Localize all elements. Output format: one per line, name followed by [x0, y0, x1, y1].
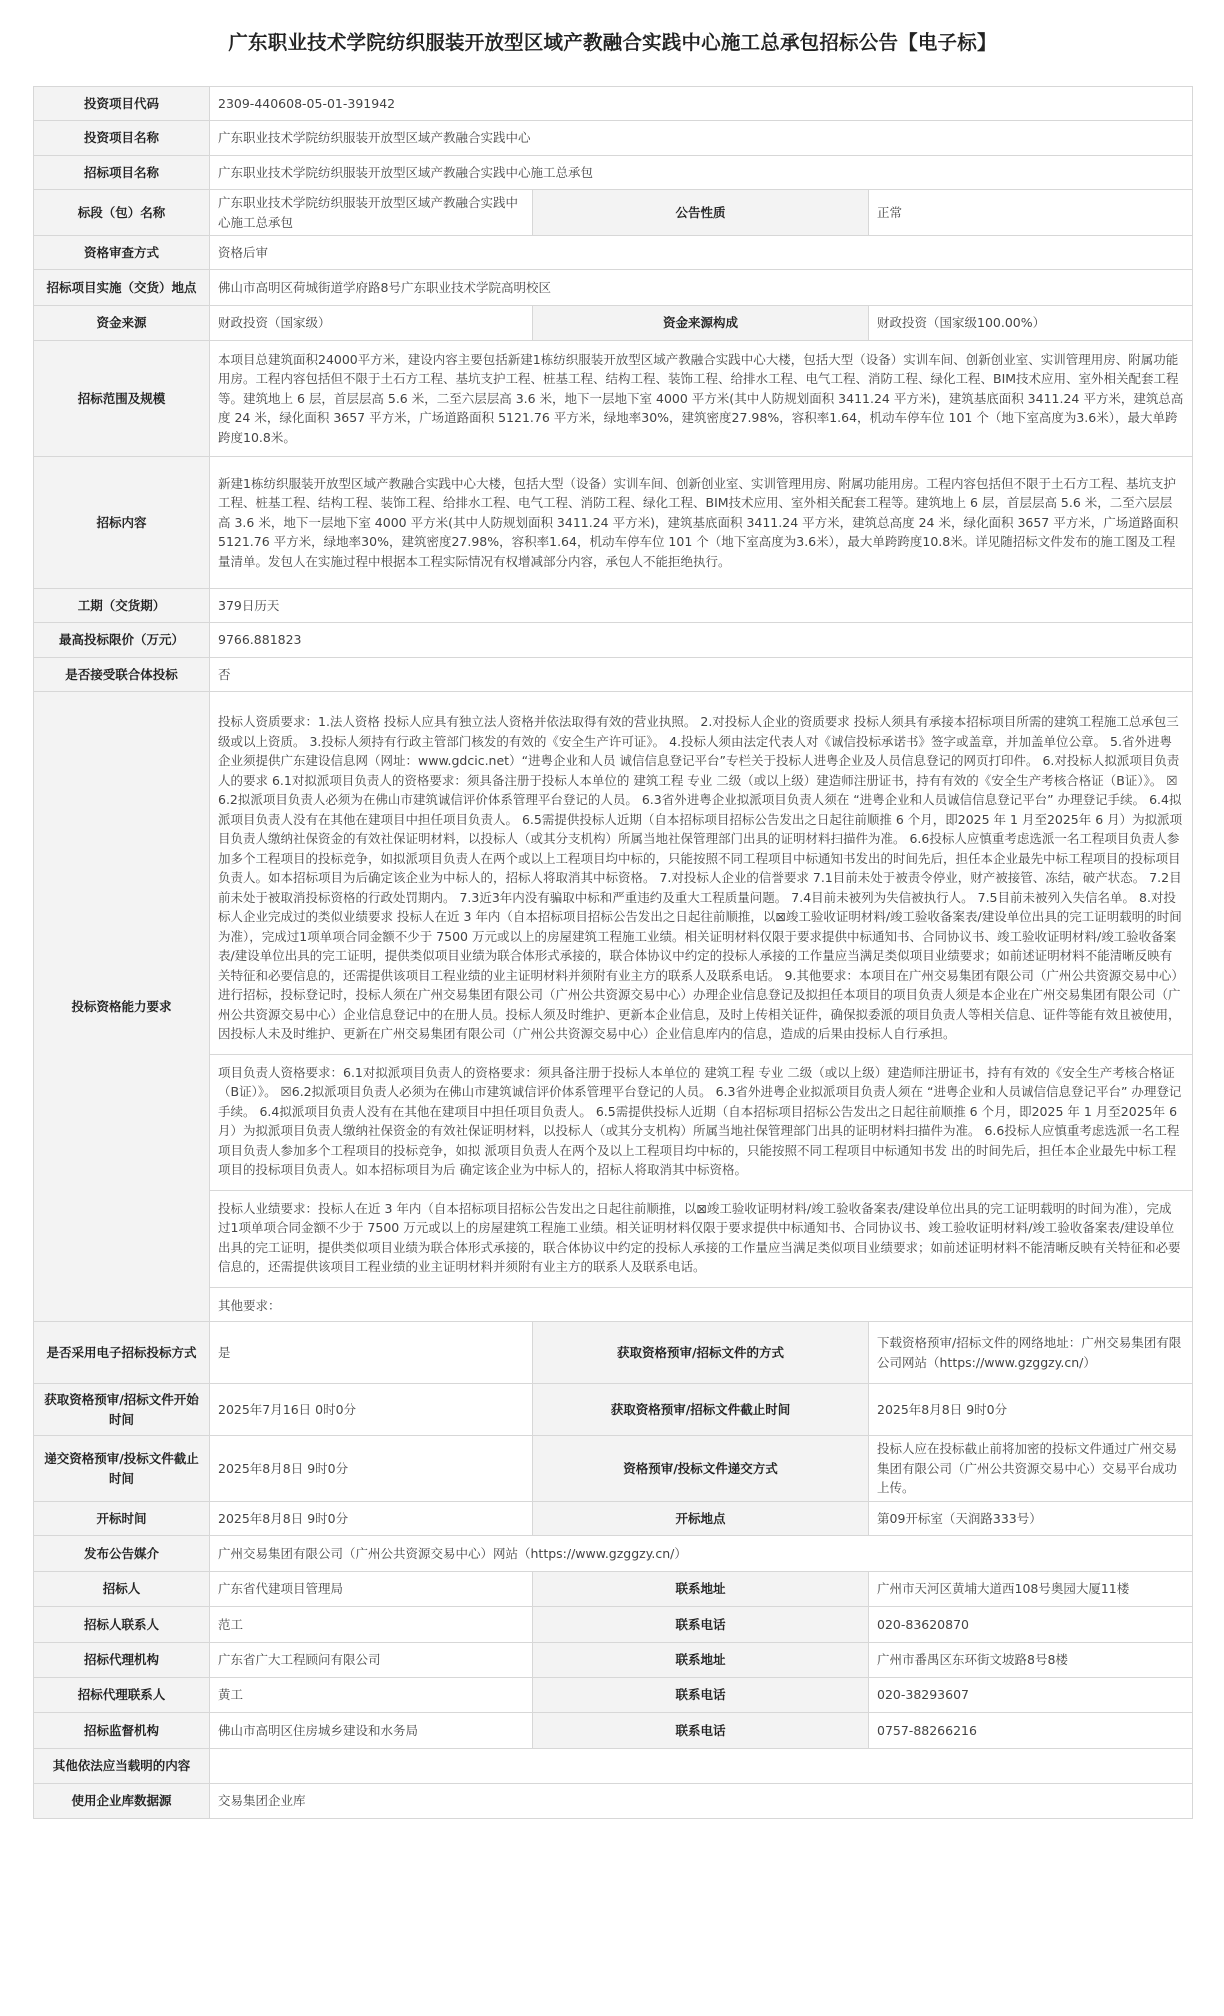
qualification-label: 投标资格能力要求	[34, 692, 210, 1322]
tenderer-addr-label: 联系地址	[533, 1572, 869, 1607]
submit-method-label: 资格预审/投标文件递交方式	[533, 1436, 869, 1502]
agency-phone-label: 联系电话	[533, 1678, 869, 1713]
submit-method-value: 投标人应在投标截止前将加密的投标文件通过广州交易集团有限公司（广州公共资源交易中心）交易平台成功上传。	[869, 1436, 1193, 1502]
location-value: 佛山市高明区荷城街道学府路8号广东职业技术学院高明校区	[210, 270, 1193, 306]
obtain-method-value: 下载资格预审/招标文件的网络地址：广州交易集团有限公司网站（https://www.gzggzy.cn/）	[869, 1322, 1193, 1384]
agency-addr-label: 联系地址	[533, 1643, 869, 1678]
obtain-start-label: 获取资格预审/招标文件开始时间	[34, 1384, 210, 1436]
location-label: 招标项目实施（交货）地点	[34, 270, 210, 306]
obtain-end-label: 获取资格预审/招标文件截止时间	[533, 1384, 869, 1436]
tenderer-phone-value: 020-83620870	[869, 1607, 1193, 1643]
notice-table	[33, 86, 1193, 1819]
section-name-value: 广东职业技术学院纺织服装开放型区域产教融合实践中心施工总承包	[210, 190, 533, 236]
qualification-cell	[210, 692, 1193, 1322]
project-name-value: 广东职业技术学院纺织服装开放型区域产教融合实践中心	[210, 121, 1193, 156]
table-row	[34, 236, 1193, 270]
open-time-label: 开标时间	[34, 1502, 210, 1536]
obtain-method-label: 获取资格预审/招标文件的方式	[533, 1322, 869, 1384]
tenderer-contact-value: 范工	[210, 1607, 533, 1643]
table-row	[34, 306, 1193, 341]
other-content-label: 其他依法应当载明的内容	[34, 1749, 210, 1784]
project-name-label: 投资项目名称	[34, 121, 210, 156]
joint-venture-value: 否	[210, 658, 1193, 692]
table-row	[34, 1643, 1193, 1678]
table-row	[34, 1384, 1193, 1436]
tenderer-value: 广东省代建项目管理局	[210, 1572, 533, 1607]
tender-name-value: 广东职业技术学院纺织服装开放型区域产教融合实践中心施工总承包	[210, 156, 1193, 190]
table-row	[34, 1572, 1193, 1607]
table-row	[34, 1436, 1193, 1502]
table-row	[34, 1322, 1193, 1384]
notice-nature-value: 正常	[869, 190, 1193, 236]
media-label: 发布公告媒介	[34, 1536, 210, 1572]
table-row	[34, 341, 1193, 457]
manager-requirement: 项目负责人资格要求：6.1对拟派项目负责人的资格要求：须具备注册于投标人本单位的 建筑工程 专业 二级（或以上级）建造师注册证书，持有有效的《安全生产考核合格证（B证）》。 ☒6.2拟派项目负责人必须为在佛山市建筑诚信评价体系管理平台登记的人员。 6.3省外进粤企业拟派项目负责人须在 “进粤企业和人员诚信信息登记平台” 办理登记手续。 6.4拟派项目负责人没有在其他在建项目中担任项目负责人。 6.5需提供投标人近期（自本招标项目招标公告发出之日起往前顺推 6 个月，即2025 年 1 月至2025年 6 月）为拟派项目负责人缴纳社保资金的有效社保证明材料，以投标人（或其分支机构）所属当地社保管理部门出具的证明材料扫描件为准。 6.6投标人应慎重考虑选派一名工程项目负责人参加多个工程项目的投标竞争，如拟 派项目负责人在两个及以上工程项目均中标的，只能按照不同工程项目中标通知书发 出的时间先后，担任本企业最先中标工程项目的投标项目负责人。如本招标项目为后 确定该企业为中标人的，招标人将取消其中标资格。	[210, 1055, 1192, 1191]
supervisor-phone-label: 联系电话	[533, 1713, 869, 1749]
electronic-label: 是否采用电子招标投标方式	[34, 1322, 210, 1384]
tenderer-phone-label: 联系电话	[533, 1607, 869, 1643]
open-place-label: 开标地点	[533, 1502, 869, 1536]
table-row	[34, 457, 1193, 589]
open-place-value: 第09开标室（天润路333号）	[869, 1502, 1193, 1536]
max-price-label: 最高投标限价（万元）	[34, 623, 210, 658]
table-row	[34, 623, 1193, 658]
joint-venture-label: 是否接受联合体投标	[34, 658, 210, 692]
table-row	[34, 1713, 1193, 1749]
table-row	[34, 1749, 1193, 1784]
agency-phone-value: 020-38293607	[869, 1678, 1193, 1713]
supervisor-phone-value: 0757-88266216	[869, 1713, 1193, 1749]
scope-label: 招标范围及规模	[34, 341, 210, 457]
enterprise-db-value: 交易集团企业库	[210, 1784, 1193, 1819]
table-row	[34, 270, 1193, 306]
content-label: 招标内容	[34, 457, 210, 589]
submit-end-value: 2025年8月8日 9时0分	[210, 1436, 533, 1502]
tenderer-contact-label: 招标人联系人	[34, 1607, 210, 1643]
duration-value: 379日历天	[210, 589, 1193, 623]
agency-value: 广东省广大工程顾问有限公司	[210, 1643, 533, 1678]
tenderer-addr-value: 广州市天河区黄埔大道西108号奥园大厦11楼	[869, 1572, 1193, 1607]
fund-source-label: 资金来源	[34, 306, 210, 341]
media-value: 广州交易集团有限公司（广州公共资源交易中心）网站（https://www.gzggzy.cn/）	[210, 1536, 1193, 1572]
other-requirement: 其他要求：	[218, 1297, 281, 1313]
table-row	[34, 1678, 1193, 1713]
agency-addr-value: 广州市番禺区东环街文坡路8号8楼	[869, 1643, 1193, 1678]
max-price-value: 9766.881823	[210, 623, 1193, 658]
agency-label: 招标代理机构	[34, 1643, 210, 1678]
supervisor-value: 佛山市高明区住房城乡建设和水务局	[210, 1713, 533, 1749]
section-name-label: 标段（包）名称	[34, 190, 210, 236]
project-code-value: 2309-440608-05-01-391942	[210, 87, 1193, 121]
scope-value: 本项目总建筑面积24000平方米，建设内容主要包括新建1栋纺织服装开放型区域产教融合实践中心大楼，包括大型（设备）实训车间、创新创业室、实训管理用房、附属功能用房。工程内容包括但不限于土石方工程、基坑支护工程、桩基工程、结构工程、装饰工程、给排水工程、电气工程、消防工程、绿化工程、BIM技术应用、室外相关配套工程等。建筑地上 6 层，首层层高 5.6 米，二至六层层高 3.6 米，地下一层地下室 4000 平方米(其中人防规划面积 3411.24 平方米)，建筑基底面积 3411.24 平方米，建筑总高度 24 米，绿化面积 3657 平方米，广场道路面积 5121.76 平方米，绿地率30%，建筑密度27.98%，容积率1.64，机动车停车位 101 个（地下室高度为3.6米），最大单跨跨度10.8米。	[210, 341, 1193, 457]
other-content-value	[210, 1749, 1193, 1784]
obtain-end-value: 2025年8月8日 9时0分	[869, 1384, 1193, 1436]
content-value: 新建1栋纺织服装开放型区域产教融合实践中心大楼，包括大型（设备）实训车间、创新创业室、实训管理用房、附属功能用房。工程内容包括但不限于土石方工程、基坑支护工程、桩基工程、结构工程、装饰工程、给排水工程、电气工程、消防工程、绿化工程、BIM技术应用、室外相关配套工程等。建筑地上 6 层，首层层高 5.6 米，二至六层层高 3.6 米，地下一层地下室 4000 平方米(其中人防规划面积 3411.24 平方米)，建筑基底面积 3411.24 平方米，建筑总高度 24 米，绿化面积 3657 平方米，广场道路面积 5121.76 平方米，绿地率30%，建筑密度27.98%，容积率1.64，机动车停车位 101 个（地下室高度为3.6米），最大单跨跨度10.8米。详见随招标文件发布的施工图及工程量清单。发包人在实施过程中根据本工程实际情况有权增减部分内容，承包人不能拒绝执行。	[210, 457, 1193, 589]
table-row	[34, 1502, 1193, 1536]
project-code-label: 投资项目代码	[34, 87, 210, 121]
table-row	[34, 1607, 1193, 1643]
table-row	[34, 87, 1193, 121]
open-time-value: 2025年8月8日 9时0分	[210, 1502, 533, 1536]
performance-requirement: 投标人业绩要求：投标人在近 3 年内（自本招标项目招标公告发出之日起往前顺推，以⊠竣工验收证明材料/竣工验收备案表/建设单位出具的完工证明载明的时间为准），完成过1项单项合同金额不少于 7500 万元或以上的房屋建筑工程施工业绩。相关证明材料仅限于要求提供中标通知书、合同协议书、竣工验收证明材料/竣工验收备案表/建设单位出具的完工证明，提供类似项目业绩为联合体形式承接的，联合体协议中约定的投标人承接的工作量应当满足类似项目业绩要求；如前述证明材料不能清晰反映有关特征和必要信息的，还需提供该项目工程业绩的业主证明材料并须附有业主方的联系人及联系电话。	[210, 1191, 1192, 1288]
duration-label: 工期（交货期）	[34, 589, 210, 623]
electronic-value: 是	[210, 1322, 533, 1384]
agency-contact-value: 黄工	[210, 1678, 533, 1713]
enterprise-requirement: 投标人资质要求：1.法人资格 投标人应具有独立法人资格并依法取得有效的营业执照。 2.对投标人企业的资质要求 投标人须具有承接本招标项目所需的建筑工程施工总承包三级或以上资质。 3.投标人须持有行政主管部门核发的有效的《安全生产许可证》。 4.投标人须由法定代表人对《诚信投标承诺书》签字或盖章，并加盖单位公章。 5.省外进粤企业须提供广东建设信息网（网址：www.gdcic.net）“进粤企业和人员 诚信信息登记平台”专栏关于投标人进粤企业及人员信息登记的网页打印件。 6.对投标人拟派项目负责人的要求 6.1对拟派项目负责人的资格要求：须具备注册于投标人本单位的 建筑工程 专业 二级（或以上级）建造师注册证书，持有有效的《安全生产考核合格证（B证）》。 ☒6.2拟派项目负责人必须为在佛山市建筑诚信评价体系管理平台登记的人员。 6.3省外进粤企业拟派项目负责人须在 “进粤企业和人员诚信信息登记平台” 办理登记手续。 6.4拟派项目负责人没有在其他在建项目中担任项目负责人。 6.5需提供投标人近期（自本招标项目招标公告发出之日起往前顺推 6 个月，即2025 年 1 月至2025年 6 月）为拟派项目负责人缴纳社保资金的有效社保证明材料，以投标人（或其分支机构）所属当地社保管理部门出具的证明材料扫描件为准。 6.6投标人应慎重考虑选派一名工程项目负责人参加多个工程项目的投标竞争，如拟派项目负责人在两个或以上工程项目均中标的，只能按照不同工程项目中标通知书发出的时间先后，担任本企业最先中标工程项目的投标项目负责人。如本招标项目为后确定该企业为中标人的，招标人将取消其中标资格。 7.对投标人企业的信誉要求 7.1目前未处于被责令停业，财产被接管、冻结，破产状态。 7.2目前未处于被取消投标资格的行政处罚期内。 7.3近3年内没有骗取中标和严重违约及重大工程质量问题。 7.4目前未被列为失信被执行人。 7.5目前未被列入失信名单。 8.对投标人企业完成过的类似业绩要求 投标人在近 3 年内（自本招标项目招标公告发出之日起往前顺推，以⊠竣工验收证明材料/竣工验收备案表/建设单位出具的完工证明载明的时间为准），完成过1项单项合同金额不少于 7500 万元或以上的房屋建筑工程施工业绩。相关证明材料仅限于要求提供中标通知书、合同协议书、竣工验收证明材料/竣工验收备案表/建设单位出具的完工证明，提供类似项目业绩为联合体形式承接的，联合体协议中约定的投标人承接的工作量应当满足类似项目业绩要求；如前述证明材料不能清晰反映有关特征和必要信息的，还需提供该项目工程业绩的业主证明材料并须附有业主方的联系人及联系电话。 9.其他要求：本项目在广州交易集团有限公司（广州公共资源交易中心）进行招标，投标登记时，投标人须在广州交易集团有限公司（广州公共资源交易中心）办理企业信息登记及拟担任本项目的项目负责人须是本企业在广州交易集团有限公司（广州公共资源交易中心）企业信息登记中的在册人员。投标人须及时维护、更新本企业信息，及时上传相关证件，确保拟委派的项目负责人等相关信息、证件等能有效且被使用，因投标人未及时维护、更新在广州交易集团有限公司（广州公共资源交易中心）企业信息库内的信息，造成的后果由投标人自行承担。	[210, 692, 1192, 1055]
table-row	[34, 1784, 1193, 1819]
fund-composition-label: 资金来源构成	[533, 306, 869, 341]
table-row	[34, 190, 1193, 236]
tenderer-label: 招标人	[34, 1572, 210, 1607]
submit-end-label: 递交资格预审/投标文件截止时间	[34, 1436, 210, 1502]
table-row	[34, 156, 1193, 190]
enterprise-db-label: 使用企业库数据源	[34, 1784, 210, 1819]
review-method-value: 资格后审	[210, 236, 1193, 270]
agency-contact-label: 招标代理联系人	[34, 1678, 210, 1713]
tender-name-label: 招标项目名称	[34, 156, 210, 190]
supervisor-label: 招标监督机构	[34, 1713, 210, 1749]
obtain-start-value: 2025年7月16日 0时0分	[210, 1384, 533, 1436]
page-title: 广东职业技术学院纺织服装开放型区域产教融合实践中心施工总承包招标公告【电子标】	[228, 31, 997, 54]
table-row	[34, 658, 1193, 692]
fund-source-value: 财政投资（国家级）	[210, 306, 533, 341]
table-row	[34, 1536, 1193, 1572]
notice-nature-label: 公告性质	[533, 190, 869, 236]
table-row	[34, 589, 1193, 623]
fund-composition-value: 财政投资（国家级100.00%）	[869, 306, 1193, 341]
table-row	[34, 121, 1193, 156]
table-row	[34, 692, 1193, 1322]
review-method-label: 资格审查方式	[34, 236, 210, 270]
